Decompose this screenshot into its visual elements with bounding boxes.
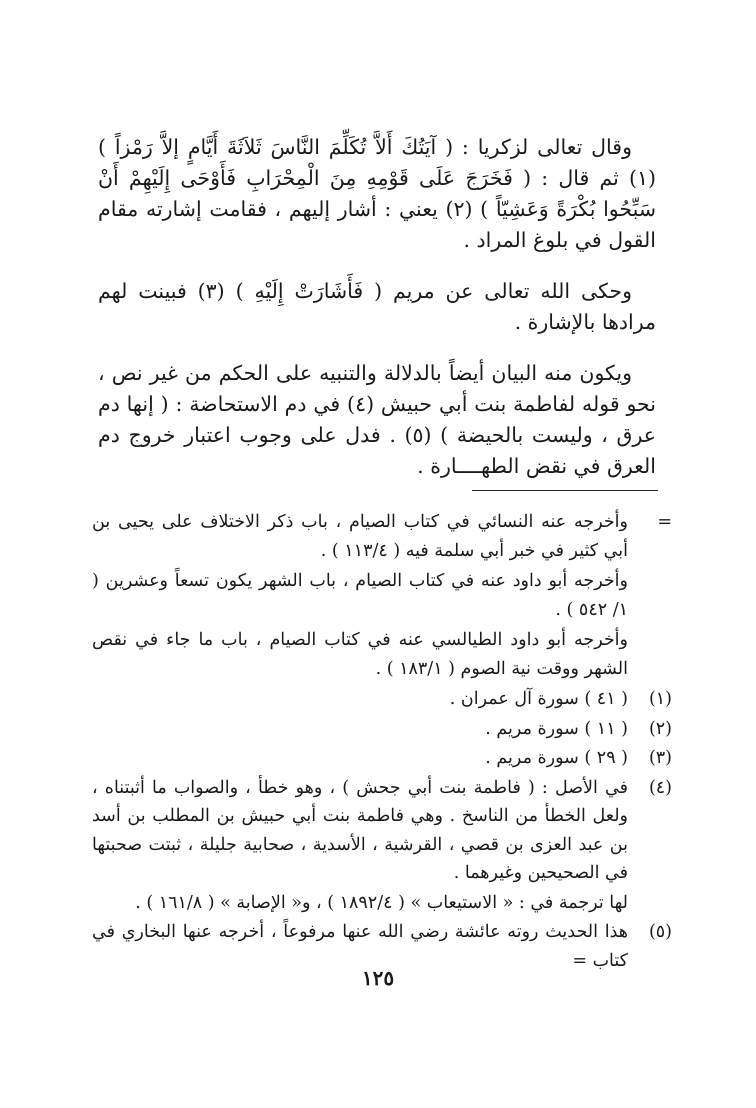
- body-paragraph-1: وقال تعالى لزكريا : ( آيَتُكَ أَلاَّ تُكَلِّمَ النَّاسَ ثَلاَثَةَ أَيَّامٍ إلاَّ رَمْزاً ) (١) ثم قال : ( فَخَرَجَ عَلَى قَوْمِهِ مِنَ الْمِحْرَابِ فَأَوْحَى إِلَيْهِمْ أَنْ سَبِّحُوا بُكْرَةً وَعَشِيّاً ) (٢) يعني : أشار إليهم ، فقامت إشارته مقام القول في بلوغ المراد .: [98, 135, 656, 252]
- footnote-4: [92, 774, 672, 888]
- footnote-number: (٢): [648, 718, 672, 739]
- continuation-line-2: وأخرجه أبو داود عنه في كتاب الصيام ، باب الشهر يكون تسعاً وعشرين ( ١/ ٥٤٢ ) .: [92, 571, 628, 620]
- footnote-text: في الأصل : ( فاطمة بنت أبي جحش ) ، وهو خطأ ، والصواب ما أثبتناه ، ولعل الخطأ من الناسخ . وهي فاطمة بنت أبي حبيش بن المطلب بن أسد بن عبد العزى بن قصي ، القرشية ، الأسدية ، صحابية جليلة ، ثبتت صحبتها في الصحيحين وغيرهما .: [92, 777, 628, 883]
- footnote-number: (٣): [648, 748, 672, 768]
- footnote-text: ( ١١ ) سورة مريم .: [485, 718, 628, 739]
- footnote-number: (٥): [648, 922, 672, 942]
- footnotes: [92, 508, 672, 976]
- footnote-text: لها ترجمة في : « الاستيعاب » ( ١٨٩٢/٤ ) ، و« الإصابة » ( ١٦١/٨ ) .: [135, 892, 628, 913]
- footnote-3: [92, 744, 672, 773]
- body-paragraph-3: ويكون منه البيان أيضاً بالدلالة والتنبيه على الحكم من غير نص ، نحو قوله لفاطمة بنت أبي حبيش (٤) في دم الاستحاضة : ( إنها دم عرق ، وليست بالحيضة ) (٥) . فدل على وجوب اعتبار خروج دم العرق في نقض الطهــــارة .: [98, 361, 656, 478]
- footnote-2: [92, 715, 672, 744]
- footnote-4-sources: [92, 889, 672, 918]
- continuation-line-3: وأخرجه أبو داود الطيالسي عنه في كتاب الصيام ، باب ما جاء في نقص الشهر ووقت نية الصوم ( ١٨٣/١ ) .: [92, 630, 628, 679]
- footnote-text: ( ٢٩ ) سورة مريم .: [485, 748, 628, 768]
- footnote-1: [92, 685, 672, 714]
- footnote-continuation: [92, 508, 672, 683]
- footnote-number: (١): [648, 689, 672, 709]
- body-paragraph-2: وحكى الله تعالى عن مريم ( فَأَشَارَتْ إِلَيْهِ ) (٣) فبينت لهم مرادها بالإشارة .: [98, 279, 656, 334]
- footnote-text: ( ٤١ ) سورة آل عمران .: [449, 689, 628, 709]
- continuation-line-1: وأخرجه عنه النسائي في كتاب الصيام ، باب ذكر الاختلاف على يحيى بن أبي كثير في خبر أبي سلمة فيه ( ١١٣/٤ ) .: [92, 512, 628, 561]
- main-text: [98, 132, 656, 502]
- page-number: ١٢٥: [361, 966, 395, 990]
- footnote-separator: [472, 490, 658, 491]
- footnote-text: هذا الحديث روته عائشة رضي الله عنها مرفوعاً ، أخرجه عنها البخاري في كتاب =: [92, 922, 628, 971]
- continuation-marker: =: [657, 512, 672, 532]
- footnote-number: (٤): [648, 777, 672, 798]
